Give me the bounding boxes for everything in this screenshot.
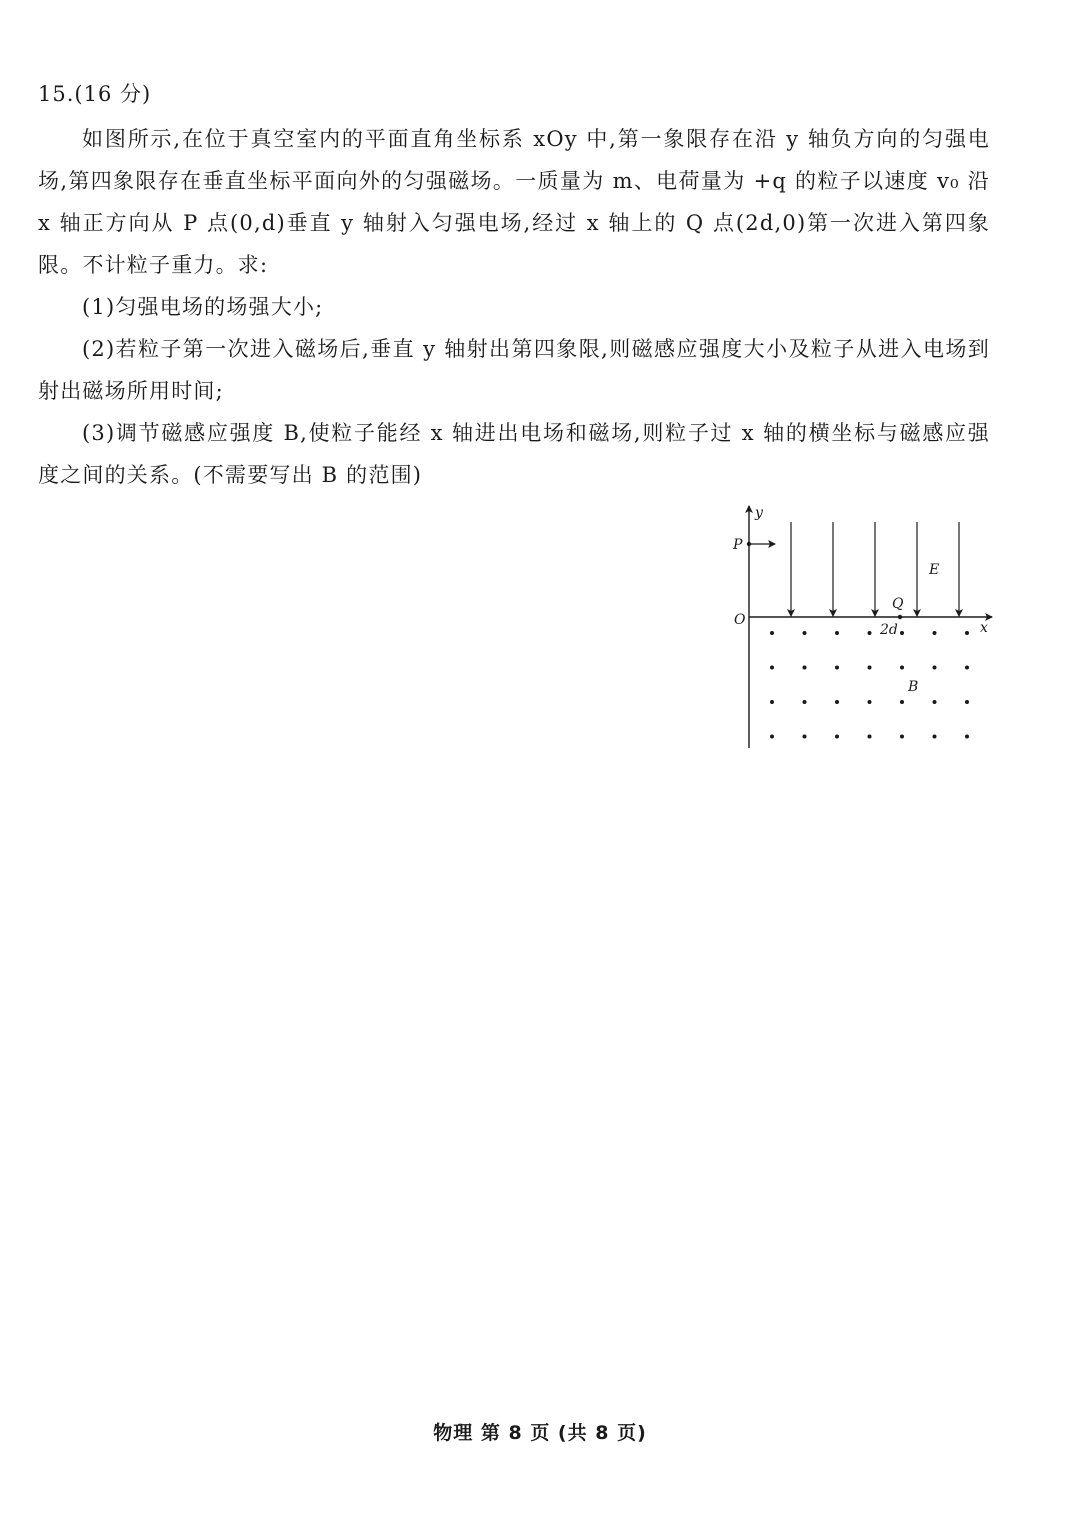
field-dot (900, 666, 904, 670)
field-dot (933, 735, 937, 739)
field-dot (900, 631, 904, 635)
field-dot (900, 735, 904, 739)
field-dot (965, 700, 969, 704)
point-p-label: P (733, 537, 743, 553)
problem-intro: 如图所示,在位于真空室内的平面直角坐标系 xOy 中,第一象限存在沿 y 轴负方向的匀强电场,第四象限存在垂直坐标平面向外的匀强磁场。一质量为 m、电荷量为 +q 的粒子以速度 v₀ 沿 x 轴正方向从 P 点(0,d)垂直 y 轴射入匀强电场,经过 x 轴上的 Q 点(2d,0)第一次进入第四象限。不计粒子重力。求: (38, 127, 990, 277)
field-dot (770, 666, 774, 670)
point-q-label: Q (892, 596, 904, 612)
field-dot (933, 631, 937, 635)
origin-label: O (734, 612, 746, 628)
field-dot (933, 700, 937, 704)
field-dot (803, 631, 807, 635)
page-footer: 物理 第 8 页 (共 8 页) (433, 1422, 647, 1444)
q-coordinate-label: 2d (880, 622, 898, 638)
field-dot (965, 631, 969, 635)
question-number: 15.(16 分) (38, 82, 152, 106)
x-axis-label: x (980, 620, 988, 636)
field-dot (868, 631, 872, 635)
point-q-marker (898, 615, 902, 619)
field-dot (868, 666, 872, 670)
problem-text (38, 118, 990, 496)
part-1: (1)匀强电场的场强大小; (82, 295, 324, 319)
field-dot (770, 631, 774, 635)
field-dot (770, 700, 774, 704)
field-dot (965, 735, 969, 739)
field-dot (835, 666, 839, 670)
field-dot (835, 735, 839, 739)
point-p-marker (747, 542, 751, 546)
part-2: (2)若粒子第一次进入磁场后,垂直 y 轴射出第四象限,则磁感应强度大小及粒子从进入电场到射出磁场所用时间; (38, 337, 990, 403)
field-dot (803, 700, 807, 704)
y-axis-label: y (755, 505, 763, 521)
field-dot (965, 666, 969, 670)
field-diagram (730, 500, 1000, 755)
field-b-label: B (908, 679, 919, 695)
part-3: (3)调节磁感应强度 B,使粒子能经 x 轴进出电场和磁场,则粒子过 x 轴的横坐标与磁感应强度之间的关系。(不需要写出 B 的范围) (38, 421, 990, 487)
diagram-svg (730, 500, 1000, 755)
field-dot (803, 666, 807, 670)
field-dot (835, 631, 839, 635)
field-dot (868, 700, 872, 704)
magnetic-field-dots (770, 631, 969, 739)
field-dot (868, 735, 872, 739)
field-dot (933, 666, 937, 670)
field-e-label: E (929, 562, 940, 578)
field-dot (803, 735, 807, 739)
field-dot (770, 735, 774, 739)
field-dot (900, 700, 904, 704)
field-dot (835, 700, 839, 704)
